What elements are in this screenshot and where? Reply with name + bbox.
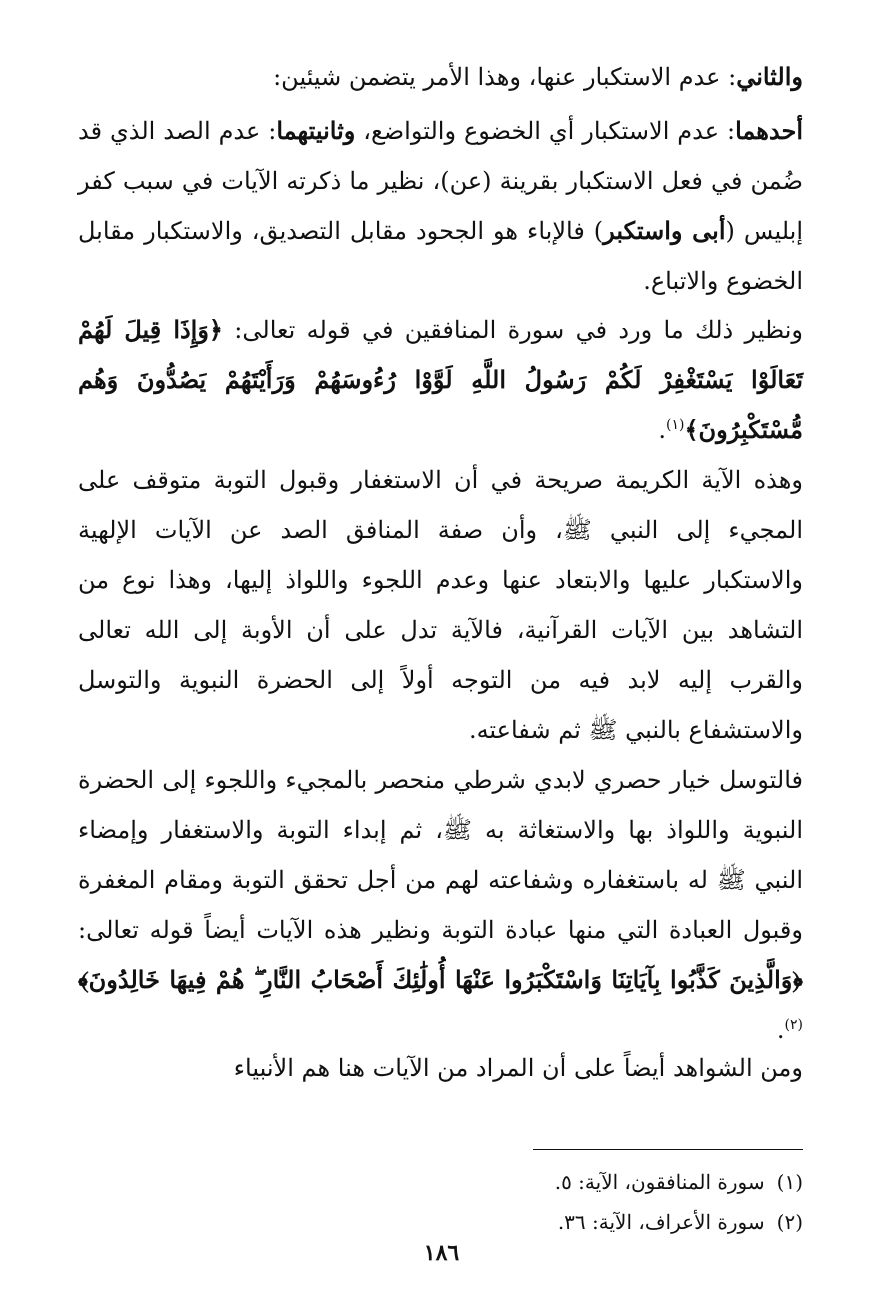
footnote-2-text: سورة الأعراف، الآية: ٣٦. — [557, 1210, 765, 1234]
paragraph-2 — [78, 106, 803, 306]
paragraph-1-text: : عدم الاستكبار عنها، وهذا الأمر يتضمن شيئين: — [273, 63, 737, 91]
paragraph-4-text: وهذه الآية الكريمة صريحة في أن الاستغفار وقبول التوبة متوقف على المجيء إلى النبي ﷺ، وأن صفة المنافق الصد عن الآيات الإلهية والاستكبار عليها والابتعاد عنها وعدم اللجوء واللواذ إليها، وهذا نوع من التشاهد بين الآيات القرآنية، فالآية تدل على أن الأوبة إلى الله تعالى والقرب إليه لابد فيه من التوجه أولاً إلى الحضرة النبوية والتوسل والاستشفاع بالنبي ﷺ ثم شفاعته. — [78, 466, 804, 744]
paragraph-1 — [78, 52, 803, 102]
paragraph-2-text-b: : عدم الصد الذي قد ضُمن في فعل الاستكبار بقرينة (عن)، نظير ما ذكرته الآيات في سبب كفر إبليس ( — [78, 117, 803, 245]
paragraph-5 — [78, 755, 803, 1055]
paragraph-4 — [78, 455, 803, 755]
paragraph-2-lead2: وثانيتهما — [276, 116, 356, 145]
footnote-divider — [533, 1149, 803, 1150]
page-number: ١٨٦ — [423, 1240, 460, 1266]
paragraph-3 — [78, 305, 803, 455]
footnote-ref-1: (١) — [666, 417, 685, 433]
paragraph-3-text: ونظير ذلك ما ورد في سورة المنافقين في قوله تعالى: — [223, 316, 803, 344]
paragraph-5-text: فالتوسل خيار حصري لابدي شرطي منحصر بالمجيء واللجوء إلى الحضرة النبوية واللواذ بها والاستغاثة به ﷺ، ثم إبداء التوبة والاستغفار وإمضاء النبي ﷺ له باستغفاره وشفاعته لهم من أجل تحقق التوبة ومقام المغفرة وقبول العبادة التي منها عبادة التوبة ونظير هذه الآيات أيضاً قوله تعالى: — [78, 766, 804, 944]
paragraph-2-text-c: ) فالإباء هو الجحود مقابل التصديق، والاستكبار مقابل الخضوع والاتباع. — [78, 217, 803, 295]
footnote-1 — [203, 1168, 803, 1196]
quran-verse-1: ﴿وَإِذَا قِيلَ لَهُمْ تَعَالَوْا يَسْتَغْفِرْ لَكُمْ رَسُولُ اللَّهِ لَوَّوْا رُءُوسَهُمْ وَرَأَيْتَهُمْ يَصُدُّونَ وَهُم مُّسْتَكْبِرُونَ﴾ — [78, 315, 803, 444]
paragraph-1-lead: والثاني — [736, 62, 803, 91]
footnote-ref-2: (٢) — [784, 1017, 803, 1033]
footnote-2-number: (٢) — [776, 1210, 803, 1234]
paragraph-6 — [78, 1043, 803, 1093]
footnote-1-text: سورة المنافقون، الآية: ٥. — [554, 1170, 765, 1194]
paragraph-5-end: . — [776, 1016, 785, 1044]
paragraph-3-end: . — [658, 416, 666, 444]
footnote-2 — [203, 1208, 803, 1236]
paragraph-6-text: ومن الشواهد أيضاً على أن المراد من الآيات هنا هم الأنبياء — [233, 1054, 803, 1082]
footnote-1-number: (١) — [776, 1170, 803, 1194]
paragraph-2-text-a: : عدم الاستكبار أي الخضوع والتواضع، — [355, 117, 736, 145]
paragraph-2-bold-phrase: أبى واستكبر — [603, 216, 726, 245]
quran-verse-2: ﴿وَالَّذِينَ كَذَّبُوا بِآيَاتِنَا وَاسْتَكْبَرُوا عَنْهَا أُولَٰئِكَ أَصْحَابُ النَّارِ ۖ هُمْ فِيهَا خَالِدُونَ﴾ — [78, 965, 803, 994]
paragraph-2-lead: أحدهما — [735, 116, 804, 145]
